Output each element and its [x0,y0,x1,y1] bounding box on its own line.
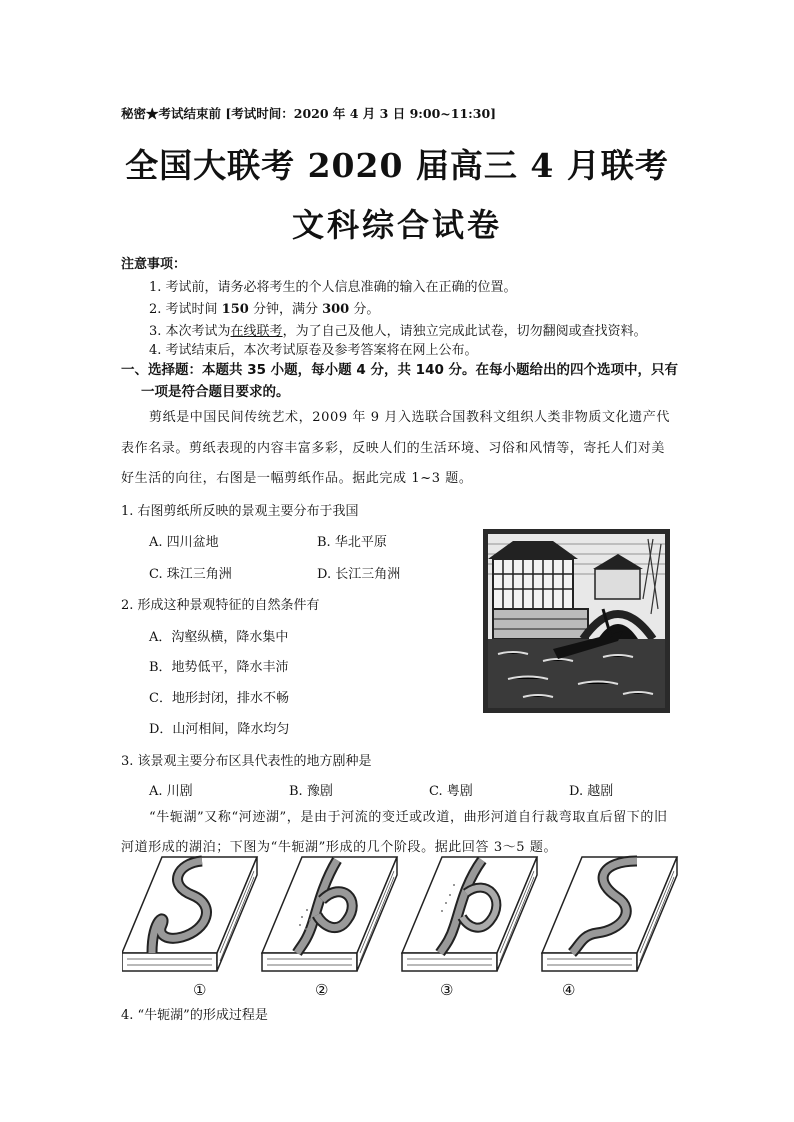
stage-label-3: ③ [440,981,454,999]
q3-option-c: C. 粤剧 [429,784,473,799]
q1-option-d: D. 长江三角洲 [317,567,401,582]
q2-option-b: B．地势低平，降水丰沛 [149,660,289,675]
q2-option-a: A．沟壑纵横，降水集中 [149,630,289,645]
note-item-2: 2. 考试时间 150 分钟，满分 300 分。 [149,302,380,317]
q3-option-b: B. 豫剧 [289,784,333,799]
oxbow-lake-diagram [122,855,682,977]
exam-subtitle: 文科综合试卷 [291,206,502,244]
note-item-1: 1. 考试前，请务必将考生的个人信息准确的输入在正确的位置。 [149,280,517,295]
passage1-line3: 好生活的向往，右图是一幅剪纸作品。据此完成 1~3 题。 [121,471,473,486]
note-item-3: 3. 本次考试为在线联考，为了自己及他人，请独立完成此试卷，切勿翻阅或查找资料。 [149,324,647,339]
section-heading-line2: 一项是符合题目要求的。 [141,384,290,400]
q3-option-a: A. 川剧 [149,784,193,799]
passage1-line1: 剪纸是中国民间传统艺术，2009 年 9 月入选联合国教科文组织人类非物质文化遗产代 [149,410,670,425]
exam-secret-header: 秘密★考试结束前 [考试时间：2020 年 4 月 3 日 9:00~11:30] [121,106,497,121]
q2-option-d: D．山河相间，降水均匀 [149,722,290,737]
q1-option-a: A. 四川盆地 [149,535,219,550]
q1-option-b: B. 华北平原 [317,535,387,550]
q2-stem: 2. 形成这种景观特征的自然条件有 [121,598,320,613]
papercut-image [483,529,670,713]
q1-option-c: C. 珠江三角洲 [149,567,232,582]
notes-heading: 注意事项： [121,257,187,272]
stage-1-block [122,857,257,971]
q1-stem: 1. 右图剪纸所反映的景观主要分布于我国 [121,504,359,519]
stage-label-1: ① [193,981,207,999]
exam-title: 全国大联考 2020 届高三 4 月联考 [125,146,669,185]
q4-stem: 4. “牛轭湖”的形成过程是 [121,1008,268,1023]
stage-label-2: ② [315,981,329,999]
passage2-line1: “牛轭湖”又称“河迹湖”，是由于河流的变迁或改道，曲形河道自行裁弯取直后留下的旧 [149,810,668,825]
stage-3-block [402,857,537,971]
stage-4-block [542,857,677,971]
q3-stem: 3. 该景观主要分布区具代表性的地方剧种是 [121,754,372,769]
section-heading-line1: 一、选择题：本题共 35 小题，每小题 4 分，共 140 分。在每小题给出的四个选项中，只有 [121,362,679,378]
note-item-4: 4. 考试结束后，本次考试原卷及参考答案将在网上公布。 [149,343,478,358]
stage-2-block [262,857,397,971]
stage-label-4: ④ [562,981,576,999]
passage2-line2: 河道形成的湖泊；下图为“牛轭湖”形成的几个阶段。据此回答 3～5 题。 [121,840,558,855]
passage1-line2: 表作名录。剪纸表现的内容丰富多彩，反映人们的生活环境、习俗和风情等，寄托人们对美 [121,441,666,456]
q2-option-c: C．地形封闭，排水不畅 [149,691,289,706]
q3-option-d: D. 越剧 [569,784,614,799]
